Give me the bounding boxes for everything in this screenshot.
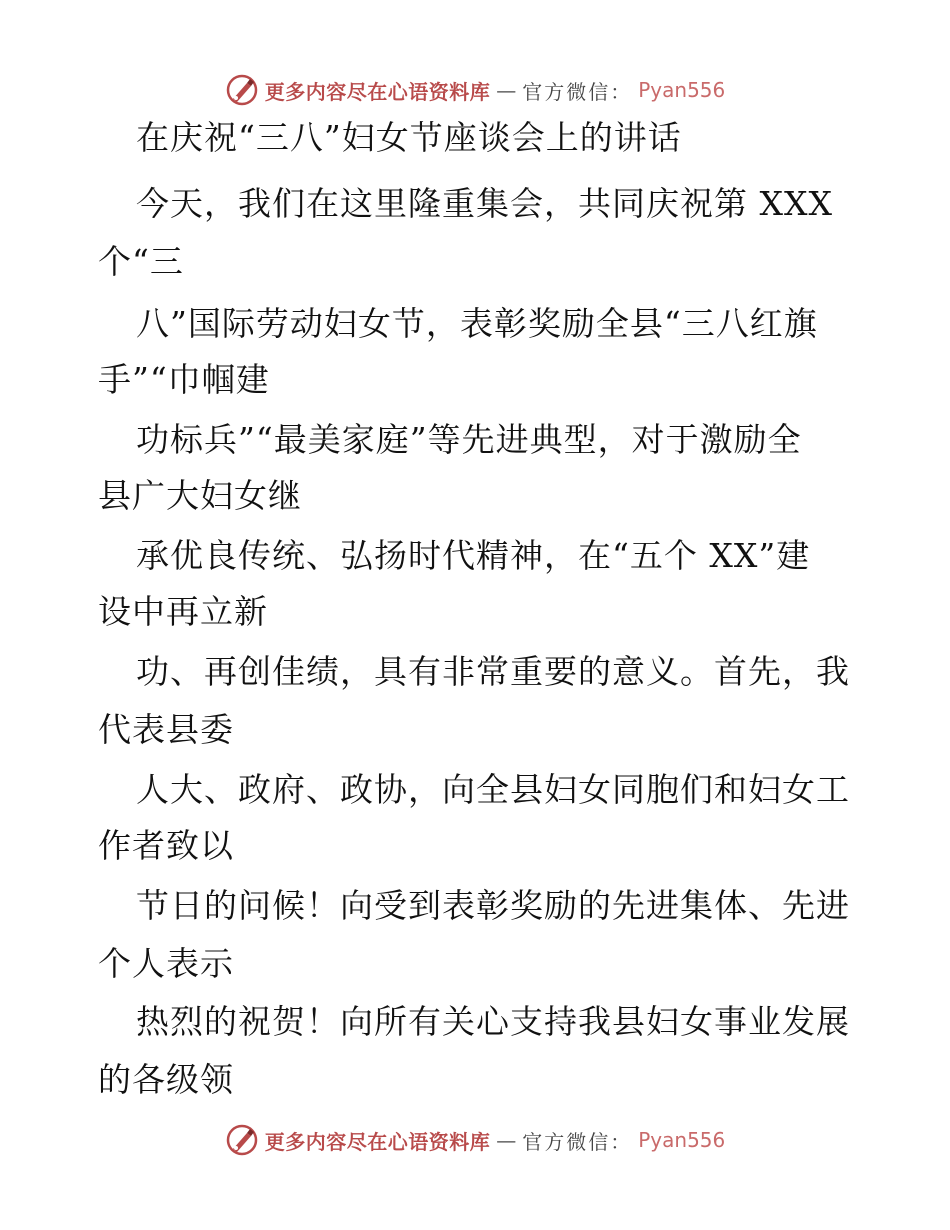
document-title: 在庆祝“三八”妇女节座谈会上的讲话 [136,118,682,157]
text-line: 的各级领 [98,1060,234,1099]
watermark-banner-top [0,70,950,110]
text-line: 节日的问候！向受到表彰奖励的先进集体、先进 [136,886,850,925]
pen-logo-icon [225,73,259,107]
watermark-banner-bottom [0,1120,950,1160]
text-line: 功、再创佳绩，具有非常重要的意义。首先，我 [136,652,850,691]
watermark-contact-label: 官方微信： [522,1129,633,1154]
text-line: 承优良传统、弘扬时代精神，在“五个 XX”建 [136,536,811,575]
text-line: 个人表示 [98,944,234,983]
text-line: 县广大妇女继 [98,476,302,515]
watermark-separator: — [496,78,517,102]
text-line: 人大、政府、政协，向全县妇女同胞们和妇女工 [136,770,850,809]
watermark-contact-label: 官方微信： [522,79,633,104]
text-line: 设中再立新 [98,592,268,631]
text-line: 手”“巾帼建 [98,360,270,399]
watermark-separator: — [496,1128,517,1152]
text-line: 今天，我们在这里隆重集会，共同庆祝第 XXX [136,184,833,223]
text-line: 个“三 [98,242,184,281]
text-line: 八”国际劳动妇女节，表彰奖励全县“三八红旗 [136,304,818,343]
watermark-contact-id: Pyan556 [638,1128,726,1152]
text-line: 热烈的祝贺！向所有关心支持我县妇女事业发展 [136,1002,850,1041]
text-line: 功标兵”“最美家庭”等先进典型，对于激励全 [136,420,802,459]
watermark-contact-id: Pyan556 [638,78,726,102]
text-line: 代表县委 [98,710,234,749]
watermark-brand: 更多内容尽在心语资料库 [264,1129,491,1154]
watermark-brand: 更多内容尽在心语资料库 [264,79,491,104]
text-line: 作者致以 [98,826,234,865]
pen-logo-icon [225,1123,259,1157]
